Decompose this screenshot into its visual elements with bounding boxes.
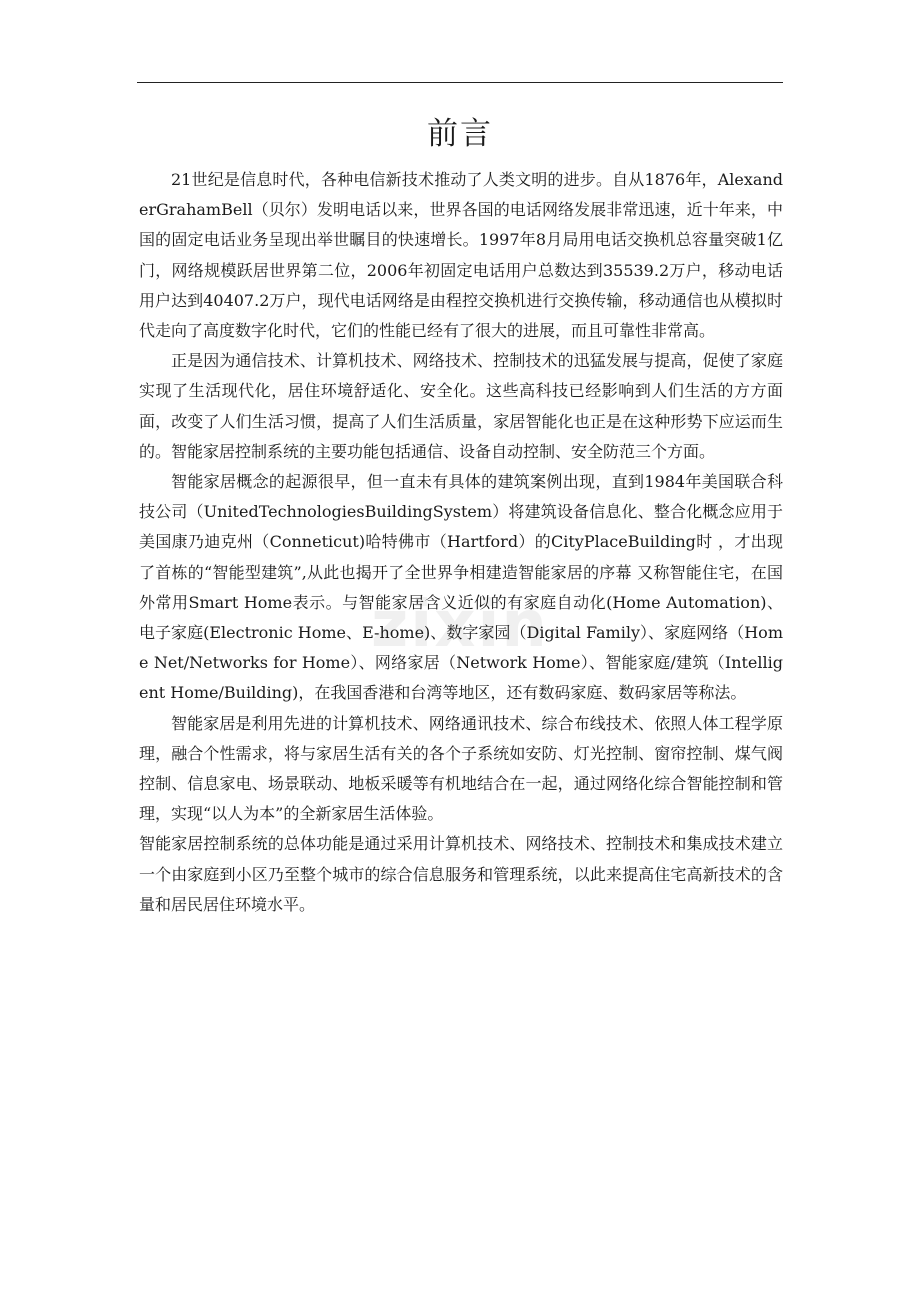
page-title: 前言	[427, 116, 493, 152]
paragraph-overall-function: 智能家居控制系统的总体功能是通过采用计算机技术、网络技术、控制技术和集成技术建立一个由家庭到小区乃至整个城市的综合信息服务和管理系统，以此来提高住宅高新技术的含量和居民居住环境水平。	[139, 834, 783, 914]
body-text	[139, 165, 783, 920]
paragraph-smart-home-origin: 智能家居概念的起源很早，但一直未有具体的建筑案例出现，直到1984年美国联合科技公司（UnitedTechnologiesBuildingSystem）将建筑设备信息化、整合化概念应用于美国康乃迪克州（Conneticut)哈特佛市（Hartford）的CityPlaceBuilding时 ，才出现了首栋的“智能型建筑”,从此也揭开了全世界争相建造智能家居的序幕 又称智能住宅，在国外常用Smart Home表示。与智能家居含义近似的有家庭自动化(Home Automation)、电子家庭(Electronic Home、E-home)、数字家园（Digital Family）、家庭网络（Home Net/Networks for Home）、网络家居（Network Home）、智能家庭/建筑（Intelligent Home/Building)，在我国香港和台湾等地区，还有数码家庭、数码家居等称法。	[139, 472, 783, 703]
paragraph-smart-home-definition: 智能家居是利用先进的计算机技术、网络通讯技术、综合布线技术、依照人体工程学原理，融合个性需求，将与家居生活有关的各个子系统如安防、灯光控制、窗帘控制、煤气阀控制、信息家电、场景联动、地板采暖等有机地结合在一起，通过网络化综合智能控制和管理，实现“以人为本”的全新家居生活体验。	[139, 713, 783, 824]
watermark: zixin	[371, 588, 549, 662]
header-rule	[137, 82, 783, 83]
paragraph-technology-development: 正是因为通信技术、计算机技术、网络技术、控制技术的迅猛发展与提高，促使了家庭实现了生活现代化，居住环境舒适化、安全化。这些高科技已经影响到人们生活的方方面面，改变了人们生活习惯，提高了人们生活质量，家居智能化也正是在这种形势下应运而生的。智能家居控制系统的主要功能包括通信、设备自动控制、安全防范三个方面。	[139, 351, 783, 461]
paragraph-intro-telecom: 21世纪是信息时代，各种电信新技术推动了人类文明的进步。自从1876年，AlexanderGrahamBell（贝尔）发明电话以来，世界各国的电话网络发展非常迅速，近十年来，中国的固定电话业务呈现出举世瞩目的快速增长。1997年8月局用电话交换机总容量突破1亿门，网络规模跃居世界第二位，2006年初固定电话用户总数达到35539.2万户，移动电话用户达到40407.2万户，现代电话网络是由程控交换机进行交换传输，移动通信也从模拟时代走向了高度数字化时代，它们的性能已经有了很大的进展，而且可靠性非常高。	[139, 170, 783, 341]
